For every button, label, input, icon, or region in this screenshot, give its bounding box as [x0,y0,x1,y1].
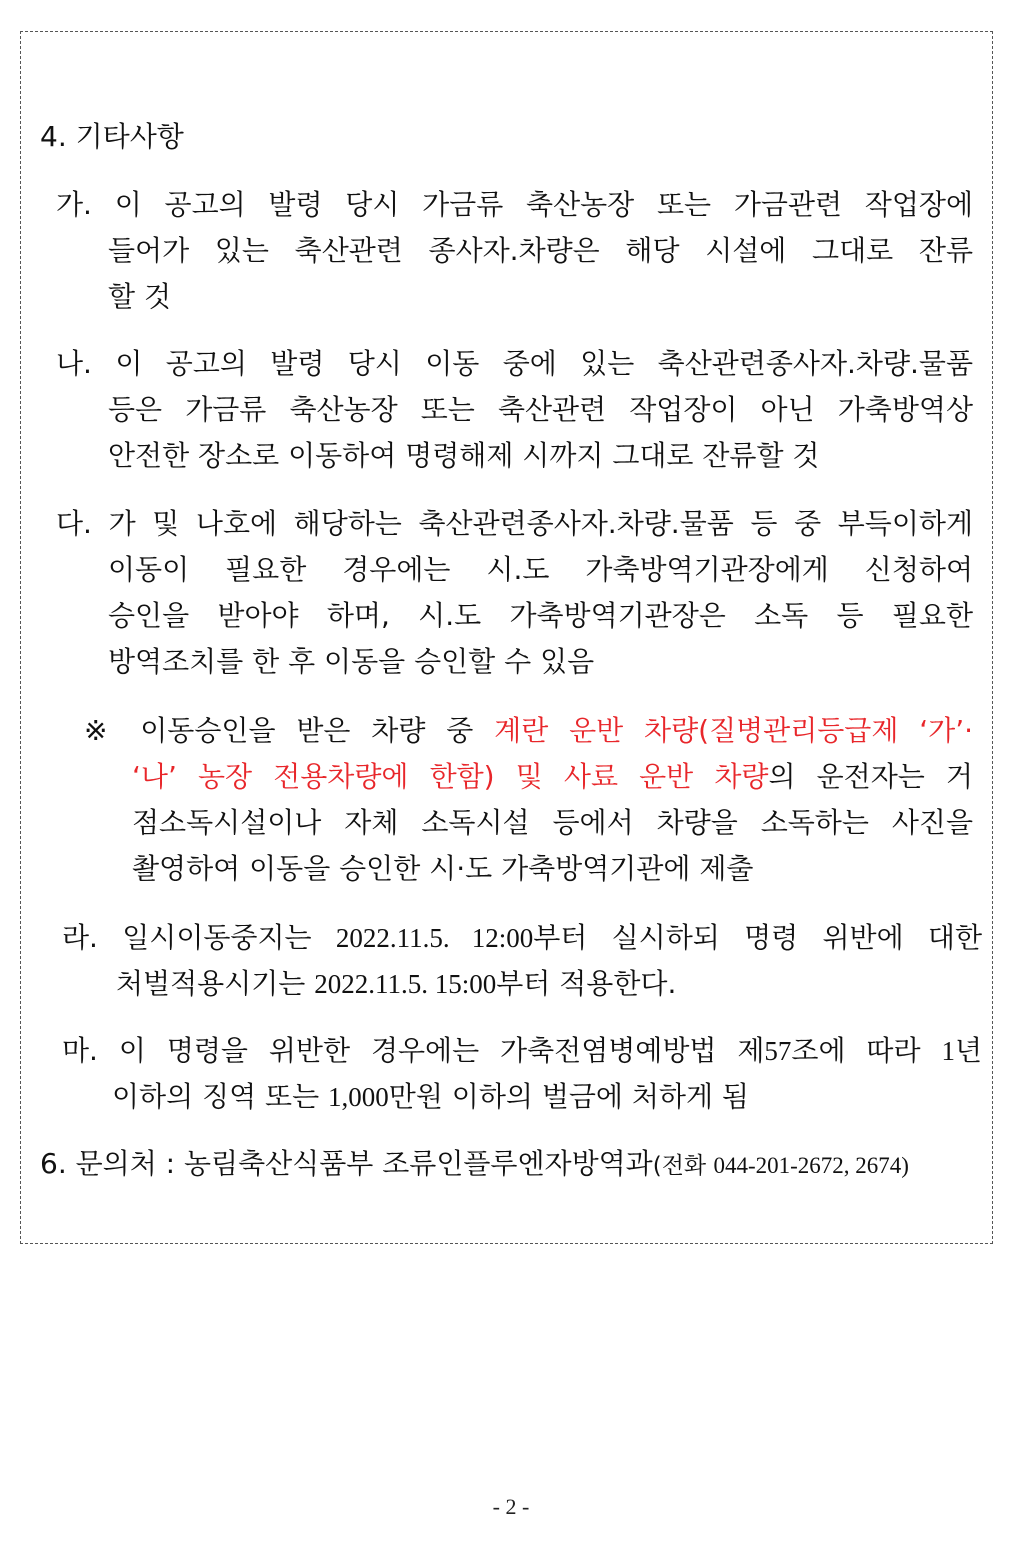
note-line-1: ※ 이동승인을 받은 차량 중 계란 운반 차량(질병관리등급제 ‘가’· [84,714,974,747]
item-ma-line-2: 이하의 징역 또는 1,000만원 이하의 벌금에 처하게 됨 [112,1080,749,1113]
note-line-3: 점소독시설이나 자체 소독시설 등에서 차량을 소독하는 사진을 [132,806,973,839]
note-line-2: ‘나’ 농장 전용차량에 한함) 및 사료 운반 차량의 운전자는 거 [132,760,973,793]
item-ra-line-1: 라. 일시이동중지는 2022.11.5. 12:00부터 실시하되 명령 위반에 대한 [62,921,983,954]
contact-line: 6. 문의처 : 농림축산식품부 조류인플루엔자방역과(전화 044-201-2672, 2674) [40,1147,909,1180]
item-ma-line-1: 마. 이 명령을 위반한 경우에는 가축전염병예방법 제57조에 따라 1년 [62,1034,982,1067]
note-highlight-1: 계란 운반 차량(질병관리등급제 ‘가’· [494,714,974,747]
page-number: - 2 - [492,1494,530,1519]
item-ga-line-2: 들어가 있는 축산관련 종사자.차량은 해당 시설에 그대로 잔류 [108,234,973,267]
section-heading: 4. 기타사항 [40,120,184,153]
item-da-line-2: 이동이 필요한 경우에는 시.도 가축방역기관장에게 신청하여 [108,553,973,586]
item-na-line-2: 등은 가금류 축산농장 또는 축산관련 작업장이 아닌 가축방역상 [108,393,973,426]
note-line-4: 촬영하여 이동을 승인한 시·도 가축방역기관에 제출 [132,852,754,885]
item-na-line-1: 나. 이 공고의 발령 당시 이동 중에 있는 축산관련종사자.차량.물품 [56,347,973,380]
item-ra-line-2: 처벌적용시기는 2022.11.5. 15:00부터 적용한다. [116,967,677,1000]
item-na-line-3: 안전한 장소로 이동하여 명령해제 시까지 그대로 잔류할 것 [108,439,820,472]
item-da-line-4: 방역조치를 한 후 이동을 승인할 수 있음 [108,645,595,678]
item-ga-line-3: 할 것 [108,280,171,313]
item-da-line-1: 다. 가 및 나호에 해당하는 축산관련종사자.차량.물품 등 중 부득이하게 [56,507,973,540]
note-highlight-2: ‘나’ 농장 전용차량에 한함) 및 사료 운반 차량 [132,760,769,793]
item-da-line-3: 승인을 받아야 하며, 시.도 가축방역기관장은 소독 등 필요한 [108,599,973,632]
item-ga-line-1: 가. 이 공고의 발령 당시 가금류 축산농장 또는 가금관련 작업장에 [56,188,973,221]
